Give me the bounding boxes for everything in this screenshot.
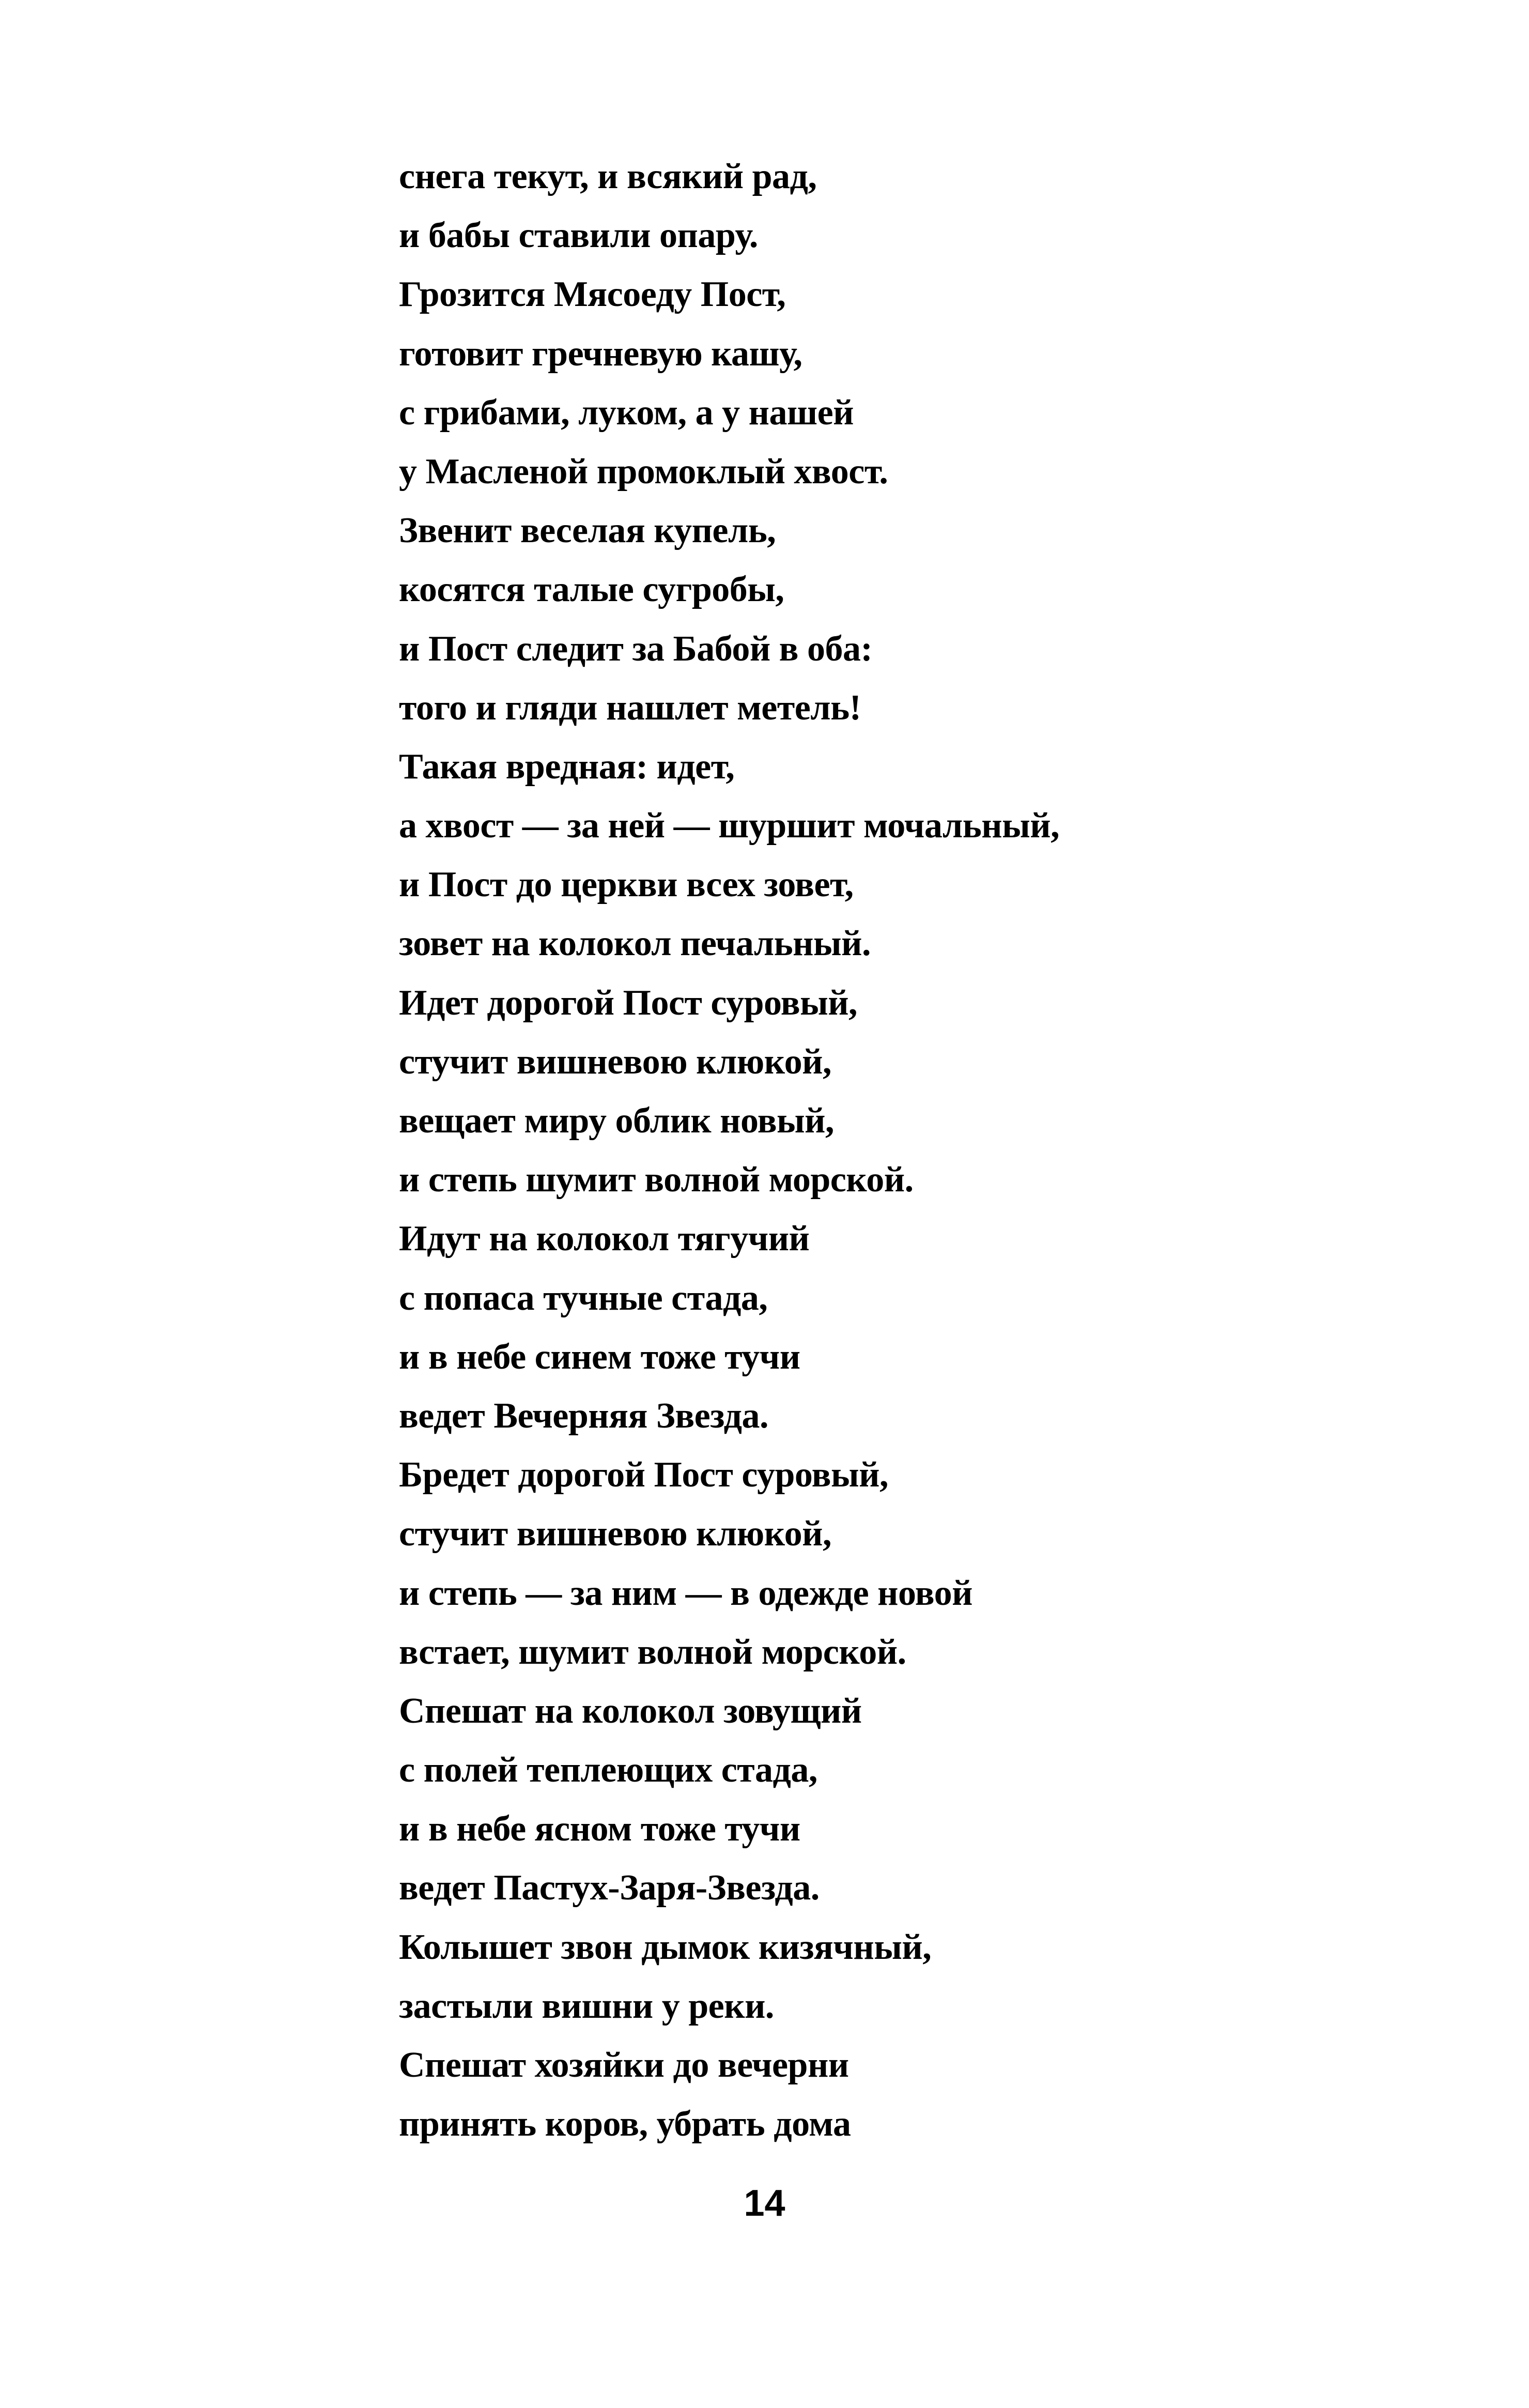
poem-line: стучит вишневою клюкой, [399,1514,832,1554]
poem-line: с полей теплеющих стада, [399,1750,817,1790]
poem-line: Идут на колокол тягучий [399,1219,810,1259]
poem-line: Колышет звон дымок кизячный, [399,1927,932,1967]
poem-line: и в небе синем тоже тучи [399,1337,800,1377]
poem-line: вещает миру облик новый, [399,1101,835,1141]
poem-line: Грозится Мясоеду Пост, [399,274,786,315]
poem-line: стучит вишневою клюкой, [399,1041,832,1082]
poem-line: застыли вишни у реки. [399,1986,774,2026]
poem-line: ведет Пастух-Заря-Звезда. [399,1868,820,1908]
poem-line: Идет дорогой Пост суровый, [399,983,858,1023]
poem-line: готовит гречневую кашу, [399,333,802,374]
poem-line: и бабы ставили опару. [399,216,758,256]
poem-line: Такая вредная: идет, [399,746,735,787]
poem-line: косятся талые сугробы, [399,570,784,610]
poem-line: и степь — за ним — в одежде новой [399,1573,972,1613]
poem-line: снега текут, и всякий рад, [399,157,817,196]
poem-line: ведет Вечерняя Звезда. [399,1395,768,1436]
page-number: 14 [744,2183,785,2224]
poem-line: Спешат хозяйки до вечерни [399,2045,849,2085]
poem-line: зовет на колокол печальный. [399,924,871,964]
poem-line: принять коров, убрать дома [399,2104,851,2144]
poem-line: и степь шумит волной морской. [399,1160,914,1200]
poem-line: и Пост до церкви всех зовет, [399,865,854,905]
poem-line: и Пост следит за Бабой в оба: [399,628,873,669]
poem-text [399,147,1510,2154]
poem-line: а хвост — за ней — шуршит мочальный, [399,806,1060,846]
poem-line: с попаса тучные стада, [399,1278,768,1318]
poem-line: Спешат на колокол зовущий [399,1691,862,1731]
poem-line: того и гляди нашлет метель! [399,687,861,728]
poem-line: у Масленой промоклый хвост. [399,451,888,492]
poem-line: и в небе ясном тоже тучи [399,1809,800,1849]
poem-line: Бредет дорогой Пост суровый, [399,1455,888,1495]
poem-line: с грибами, луком, а у нашей [399,392,854,433]
poem-line: встает, шумит волной морской. [399,1632,906,1672]
poem-line: Звенит веселая купель, [399,511,776,551]
